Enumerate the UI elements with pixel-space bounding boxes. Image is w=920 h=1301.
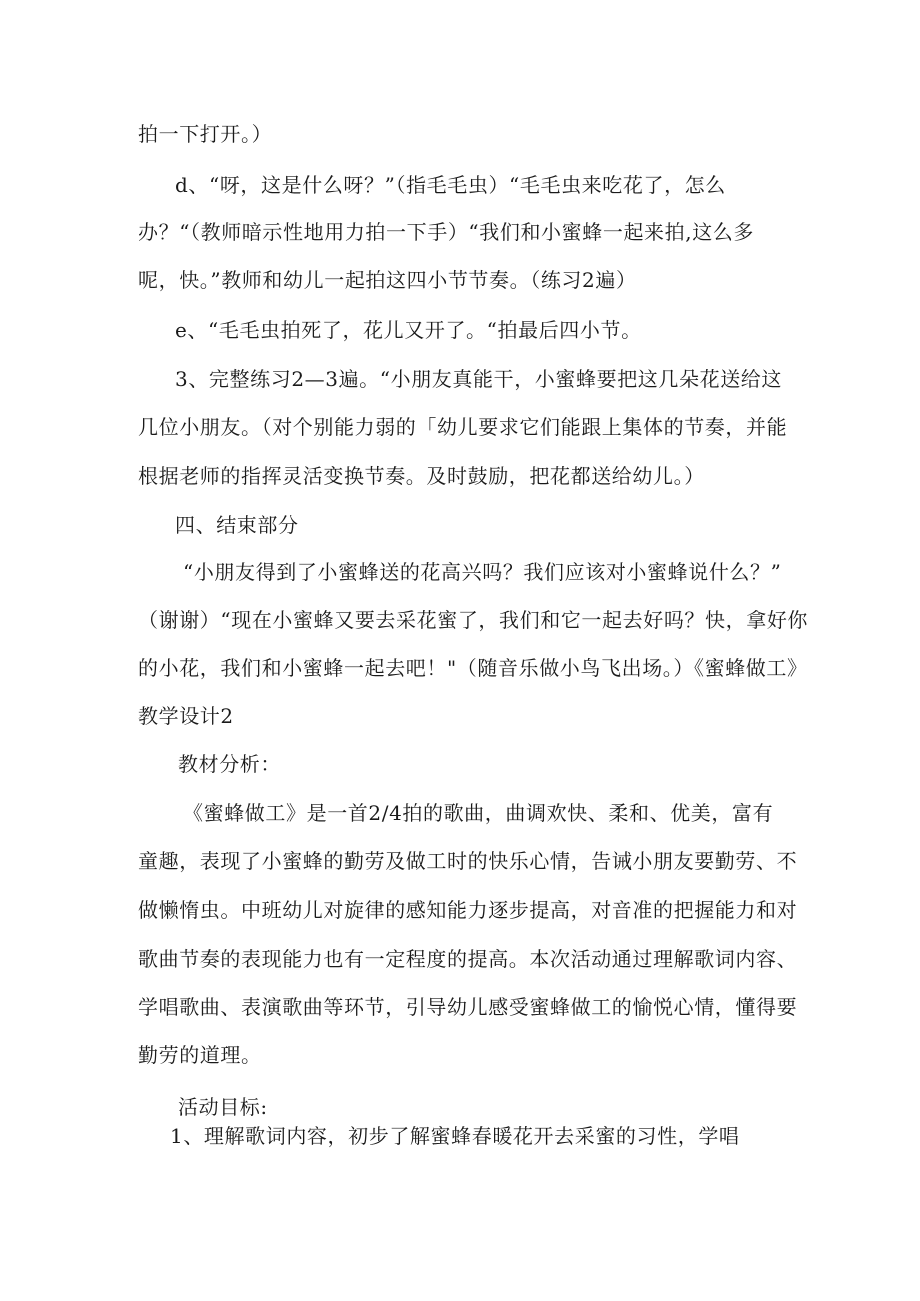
subheading-activity-goals: 活动目标: [178, 1095, 268, 1119]
text-line-19: 学唱歌曲、表演歌曲等环节，引导幼儿感受蜜蜂做工的愉悦心情，懂得要 [138, 995, 798, 1019]
section-heading: 四、结束部分 [175, 513, 299, 537]
text-line-16: 童趣，表现了小蜜蜂的勤劳及做工时的快乐心情，告诫小朋友要勤劳、不 [138, 849, 798, 873]
text-line-8: 根据老师的指挥灵活变换节奏。及时鼓励，把花都送给幼儿。） [138, 464, 705, 488]
text-line-7: 几位小朋友。（对个别能力弱的「幼儿要求它们能跟上集体的节奏，并能 [138, 415, 788, 439]
text-line-6: 3、完整练习2—3遍。“小朋友真能干，小蜜蜂要把这几朵花送给这 [175, 367, 782, 391]
text-line-12: 的小花，我们和小蜜蜂一起去吧！"（随音乐做小鸟飞出场。）《蜜蜂做工》 [138, 656, 808, 680]
text-line-2: d、“呀，这是什么呀？”（指毛毛虫）“毛毛虫来吃花了，怎么 [175, 173, 726, 197]
text-line-10: “小朋友得到了小蜜蜂送的花高兴吗？我们应该对小蜜蜂说什么？” [183, 560, 782, 584]
text-line-13: 教学设计2 [138, 704, 234, 728]
text-line-22: 1、理解歌词内容，初步了解蜜蜂春暖花开去采蜜的习性，学唱 [170, 1124, 740, 1148]
text-line-18: 歌曲节奏的表现能力也有一定程度的提高。本次活动通过理解歌词内容、 [138, 947, 798, 971]
text-line-3: 办？“（教师暗示性地用力拍一下手）“我们和小蜜蜂一起来拍,这么多 [138, 220, 755, 244]
text-line-17: 做懒惰虫。中班幼儿对旋律的感知能力逐步提高，对音准的把握能力和对 [138, 898, 798, 922]
text-line-4: 呢，快。”教师和幼儿一起拍这四小节节奏。（练习2遍） [138, 268, 637, 292]
text-line-1: 拍一下打开。） [138, 122, 273, 146]
text-line-20: 勤劳的道理。 [138, 1043, 262, 1067]
text-line-11: （谢谢）“现在小蜜蜂又要去采花蜜了，我们和它一起去好吗？快，拿好你 [138, 608, 809, 632]
text-line-5: e、“毛毛虫拍死了，花儿又开了。“拍最后四小节。 [175, 318, 642, 342]
subheading-material-analysis: 教材分析： [178, 752, 281, 776]
text-line-15: 《蜜蜂做工》是一首2/4拍的歌曲，曲调欢快、柔和、优美，富有 [183, 801, 774, 825]
